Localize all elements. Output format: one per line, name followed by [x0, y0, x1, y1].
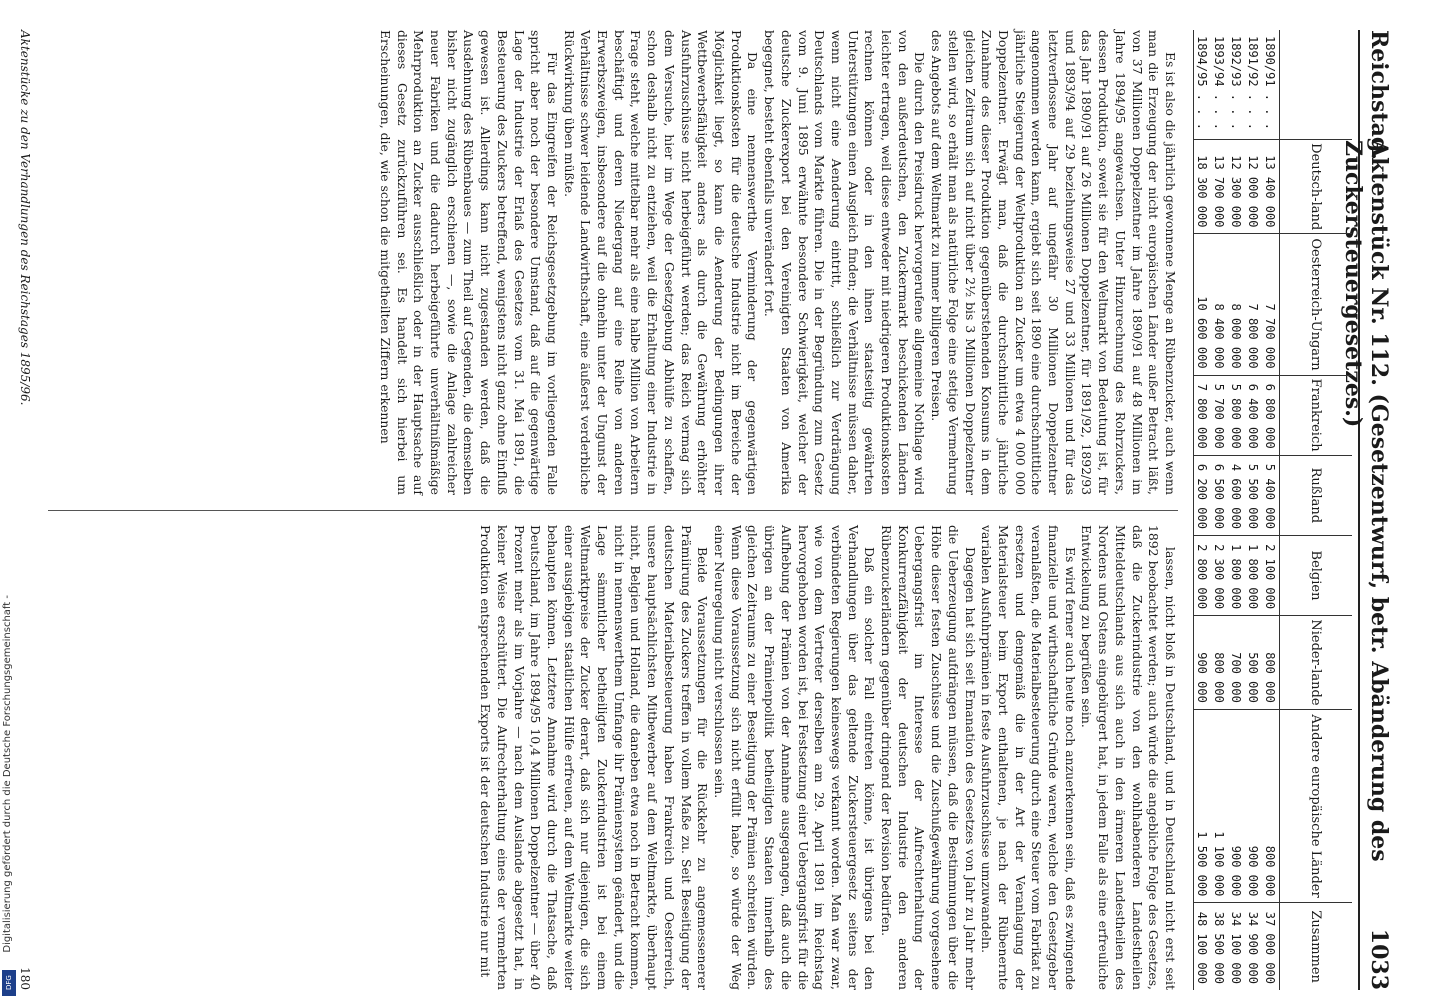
table-header-row [1280, 30, 1353, 990]
value-cell: 5 400 000 [1262, 455, 1280, 535]
value-cell: 6 500 000 [1211, 455, 1228, 535]
footer-title: Aktenstücke zu den Verhandlungen des Reichstages 1895/96. [18, 30, 32, 406]
year-cell: 1894/95 . . . [1194, 30, 1212, 139]
value-cell: 34 900 000 [1245, 903, 1262, 990]
value-cell: 2 100 000 [1262, 535, 1280, 615]
dfg-logo: DFG [2, 970, 16, 996]
value-cell: 900 000 [1228, 709, 1245, 903]
value-cell: 900 000 [1194, 616, 1212, 710]
value-cell: 7 800 000 [1194, 375, 1212, 455]
value-cell: 7 700 000 [1262, 234, 1280, 375]
paragraph: Dagegen hat sich seit Emanation des Gesetzes von Jahr zu Jahr mehr die Ueberzeugung aufdrängen müssen, daß die Bestimmungen über die Höhe dieser festen Zuschüsse und die Zuschußgewährung vorgesehene Uebergangsfrist im Interesse der Aufrechterhaltung der Konkurrenzfähigkeit der deutschen Industrie den anderen Rübenzuckerländern gegenüber dringend der Revision bedürfen. [879, 525, 978, 990]
value-cell: 800 000 [1211, 616, 1228, 710]
value-cell: 1 100 000 [1211, 709, 1228, 903]
column-header: Rußland [1280, 455, 1353, 535]
column-header: Nieder-lande [1280, 616, 1353, 710]
value-cell: 800 000 [1262, 616, 1280, 710]
paragraph: Es wird ferner auch heute noch anzuerkennen sein, daß es zwingende finanzielle und wirthschaftliche Gründe waren, welche den Gesetzgeber veranlaßten, die Materialbesteuerung durch eine Steuer vom Fabrikat zu ersetzen und demgemäß die in der Art der Veranlagung der Materialsteuer beim Export enthaltenen, je nach der Rübenernte variablen Ausfuhrprämien in feste Ausfuhrzuschüsse umzuwandeln. [979, 525, 1078, 990]
value-cell: 6 800 000 [1262, 375, 1280, 455]
value-cell: 48 100 000 [1194, 903, 1212, 990]
header-left: Reichstag. [1366, 30, 1392, 160]
column-header: Andere europäische Länder [1280, 709, 1353, 903]
production-table [1193, 30, 1352, 990]
table-row [1245, 30, 1262, 990]
paragraph: lassen, nicht bloß in Deutschland, und in Deutschland nicht erst seit 1892 beobachtet werden; auch würde die angebliche Folge des Gesetzes, daß die Zuckerindustrie von den wohlhabenderen Landestheilen Mitteldeutschlands aus sich auch in den ärmeren Landestheilen des Nordens und Ostens eingebürgert hat, in jedem Falle als eine erfreuliche Entwickelung zu begrüßen sein. [1079, 525, 1178, 990]
value-cell: 800 000 [1262, 709, 1280, 903]
value-cell: 700 000 [1228, 616, 1245, 710]
column-divider [48, 510, 1178, 511]
value-cell: 18 300 000 [1194, 139, 1212, 234]
table-body [1194, 30, 1280, 990]
value-cell: 10 600 000 [1194, 234, 1212, 375]
table-row [1194, 30, 1212, 990]
value-cell: 2 800 000 [1194, 535, 1212, 615]
year-cell: 1893/94 . . . [1212, 36, 1227, 130]
value-cell: 6 200 000 [1194, 455, 1212, 535]
document-page [0, 30, 1400, 990]
paragraph: Die durch den Preisdruck hervorgerufene allgemeine Nothlage wird von den außerdeutschen, den Zuckermarkt beschickenden Ländern leichter ertragen, weil diese entweder mit niedrigeren Produktionskosten rechnen können oder in den ihnen staatseitig gewährten Unterstützungen einen Ausgleich finden; die Verhältnisse müssen daher, wenn nicht eine Aenderung eintritt, schließlich zur Verdrängung Deutschlands vom Markte führen. Die in der Begründung zum Gesetz vom 9. Juni 1895 erwähnte besondere Schwierigkeit, welcher der deutsche Zuckerexport bei den Vereinigten Staaten von Amerika begegnet, besteht ebenfalls unverändert fort. [762, 30, 928, 495]
paragraph: Für das Eingreifen der Reichsgesetzgebung im vorliegenden Falle spricht aber noch der besondere Umstand, daß auf die gegenwärtige Lage der Industrie der Erlaß des Gesetzes vom 31. Mai 1891, die Besteuerung des Zuckers betreffend, wenigstens nicht ganz ohne Einfluß gewesen ist. Allerdings kann nicht zugestanden werden, daß die Ausdehnung des Rübenbaues — zum Theil auf Gegenden, die demselben bisher nicht zugänglich erschienen —, sowie die Anlage zahlreicher neuer Fabriken und die dadurch herbeigeführte unverhältnißmäßige Mehrproduktion an Zucker ausschließlich oder in der Hauptsache auf dieses Gesetz zurückzuführen sei. Es handelt sich hierbei um Erscheinungen, die, wie schon die mitgetheilten Ziffern erkennen [377, 30, 560, 495]
footer-page-number: 180 [18, 967, 32, 990]
value-cell: 500 000 [1245, 616, 1262, 710]
value-cell: 2 300 000 [1211, 535, 1228, 615]
digitization-credit: Digitalisierung gefördert durch die Deutsche Forschungsgemeinschaft - [2, 595, 13, 953]
value-cell: 12 300 000 [1228, 139, 1245, 234]
value-cell: 1 800 000 [1245, 535, 1262, 615]
column-header: Frankreich [1280, 375, 1353, 455]
value-cell: 13 400 000 [1262, 139, 1280, 234]
text-column-left [376, 30, 1178, 495]
paragraph: Es ist also die jährlich gewonnene Menge an Rübenzucker, auch wenn man die Erzeugung der nicht europäischen Länder außer Betracht läßt, von 37 Millionen Doppelzentner im Jahre 1890/91 auf 48 Millionen im Jahre 1894/95 angewachsen. Unter Hinzurechnung des Rohrzuckers, dessen Produktion, soweit sie für den Weltmarkt von Bedeutung ist, für das Jahr 1890/91 auf 26 Millionen Doppelzentner, für 1891/92, 1892/93 und 1893/94 auf 29 beziehungsweise 27 und 33 Millionen und für das letztverflossene Jahr auf ungefähr 30 Millionen Doppelzentner angenommen werden kann, ergiebt sich seit 1890 eine durchschnittliche jährliche Steigerung der Weltproduktion an Zucker um etwa 4 000 000 Doppelzentner. Erwägt man, daß die durchschnittliche jährliche Zunahme des dieser Produktion gegenüberstehenden Konsums in dem gleichen Zeitraum sich auf nicht über 2½ bis 3 Millionen Doppelzentner stellen wird, so erhält man als natürliche Folge eine stetige Vermehrung des Angebots auf dem Weltmarkt zu immer billigeren Preisen. [929, 30, 1178, 495]
value-cell: 7 800 000 [1245, 234, 1262, 375]
value-cell: 5 700 000 [1211, 375, 1228, 455]
paragraph: Da eine nennenswerthe Verminderung der gegenwärtigen Produktionskosten für die deutsche Industrie nicht im Bereiche der Möglichkeit liegt, so kann die Aenderung der Bedingungen ihrer Wettbewerbsfähigkeit anders als durch die Gewährung erhöhter Ausfuhrzuschüsse nicht herbeigeführt werden; das Reich vermag sich dem Versuche, hier im Wege der Gesetzgebung Abhülfe zu schaffen, schon deshalb nicht zu entziehen, weil die Erhaltung einer Industrie in Frage steht, welche mittelbar mehr als eine halbe Million von Arbeitern beschäftigt und deren Niedergang auf eine Reihe von anderen Erwerbszweigen, insbesondere auf die ohnehin unter der Ungunst der Verhältnisse schwer leidende Landwirthschaft, eine äußerst verderbliche Rückwirkung üben müßte. [561, 30, 761, 495]
value-cell: 1 500 000 [1194, 709, 1212, 903]
header-title: Aktenstück Nr. 112. (Gesetzentwurf, betr. Abänderung des Zuckersteuergesetzes.) [1340, 140, 1392, 862]
value-cell: 6 400 000 [1245, 375, 1262, 455]
value-cell: 34 100 000 [1228, 903, 1245, 990]
value-cell: 1 800 000 [1228, 535, 1245, 615]
value-cell: 37 000 000 [1262, 903, 1280, 990]
column-header: Oesterreich-Ungarn [1280, 234, 1353, 375]
table-row [1262, 30, 1280, 990]
value-cell: 5 500 000 [1245, 455, 1262, 535]
paragraph: Beide Voraussetzungen für die Rückkehr zu angemessenerer Prämiirung des Zuckers treffen in vollem Maße zu. Seit Beseitigung der deutschen Materialbesteuerung haben Frankreich und Oesterreich, unsere hauptsächlichsten Mitbewerber auf dem Weltmarkte, überhaupt nicht, Belgien und Holland, die daneben etwa noch in Betracht kommen, nicht in nennenswerthem Umfange ihr Prämiensystem geändert, und die Lage sämmtlicher betheiligten Zuckerindustrien ist bei einem Weltmarktpreise der Zucker derart, daß sich nur diejenigen, die sich einer ausgiebigen staatlichen Hülfe erfreuen, auf dem Weltmarkte weiter behaupten können. Letztere Annahme wird durch die Thatsache, daß Deutschland, im Jahre 1894/95 10,4 Millionen Doppelzentner — über 40 Prozent mehr als im Vorjahre — nach dem Auslande abgesetzt hat, in keiner Weise erschüttert. Die Aufrechterhaltung eines der vermehrten Produktion entsprechenden Exports ist der deutschen Industrie nur mit [478, 525, 711, 990]
table-row [1228, 30, 1245, 990]
column-header: Belgien [1280, 535, 1353, 615]
paragraph: Daß ein solcher Fall eintreten könne, ist übrigens bei den Verhandlungen über das geltende Zuckersteuergesetz seitens der verbündeten Regierungen keineswegs verkannt worden. Man war zwar, wie von dem Vertreter derselben am 29. April 1891 im Reichstag hervorgehoben worden ist, bei Festsetzung einer Uebergangsfrist für die Aufhebung der Prämien von der Annahme ausgegangen, daß auch die übrigen an der Prämienpolitik betheiligten Staaten innerhalb des gleichen Zeitraums zu einer Beseitigung der Prämien schreiten würden. Wenn diese Voraussetzung sich nicht erfüllt habe, so würde der Weg einer Neuregelung nicht verschlossen sein. [712, 525, 878, 990]
value-cell: 12 000 000 [1245, 139, 1262, 234]
year-cell: 1892/93 . . . [1229, 36, 1244, 130]
column-header: Deutsch-land [1280, 139, 1353, 234]
column-header [1280, 30, 1353, 139]
page-header [1340, 30, 1400, 990]
column-header: Zusammen [1280, 903, 1353, 990]
page-number: 1033 [1366, 928, 1392, 990]
value-cell: 8 000 000 [1228, 234, 1245, 375]
value-cell: 4 600 000 [1228, 455, 1245, 535]
text-column-right [476, 525, 1178, 990]
value-cell: 900 000 [1245, 709, 1262, 903]
year-cell: 1891/92 . . . [1246, 36, 1261, 130]
value-cell: 8 400 000 [1211, 234, 1228, 375]
value-cell: 13 700 000 [1211, 139, 1228, 234]
table-row [1211, 30, 1228, 990]
value-cell: 38 500 000 [1211, 903, 1228, 990]
year-cell: 1890/91 . . . [1263, 36, 1278, 130]
value-cell: 5 800 000 [1228, 375, 1245, 455]
